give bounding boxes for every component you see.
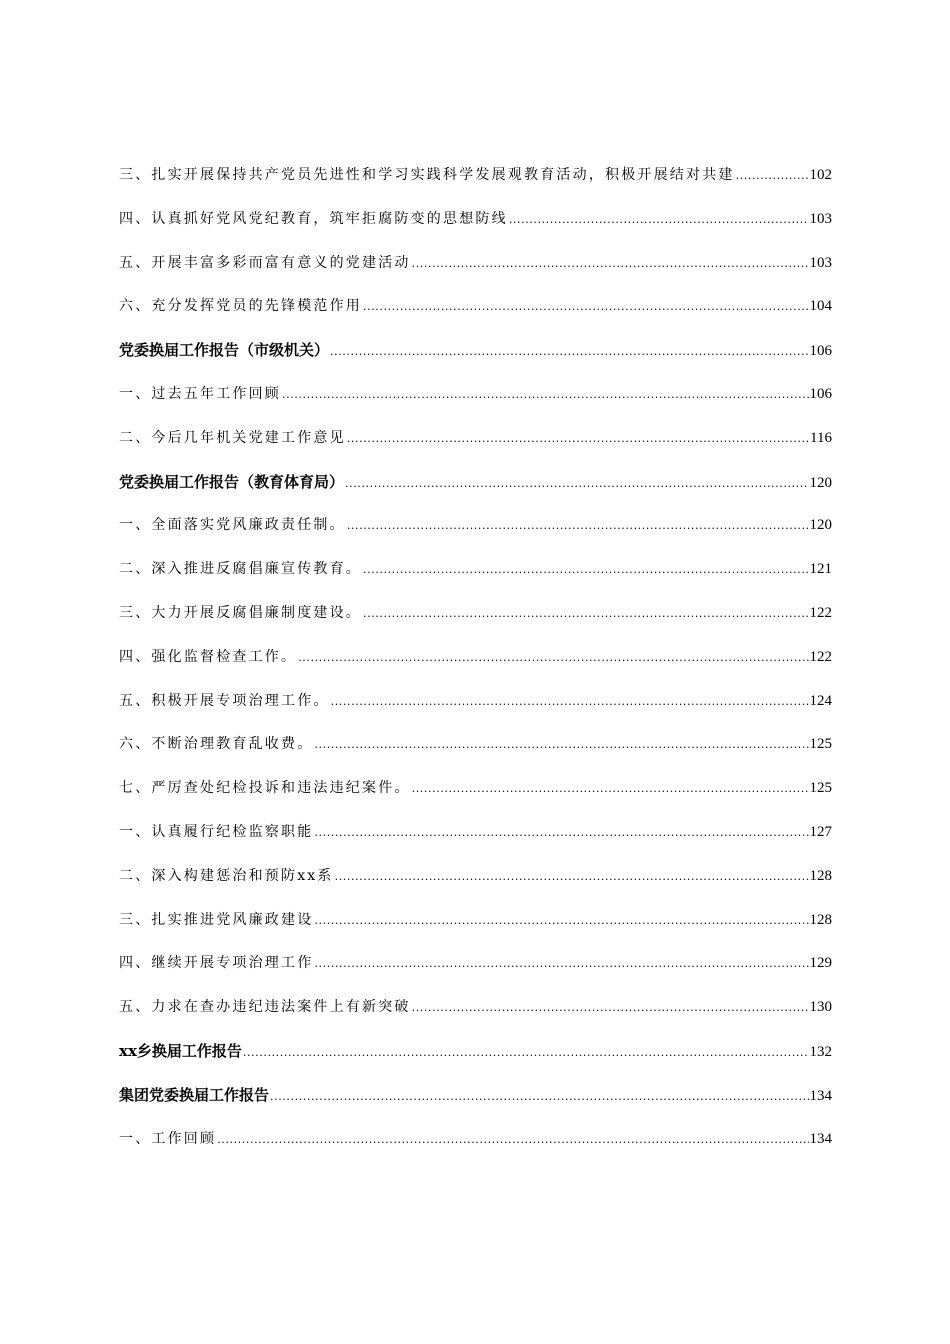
toc-section-entry[interactable] [119,992,832,1036]
table-of-contents [119,160,832,1167]
toc-page-number: 129 [809,955,832,972]
toc-dot-leader [314,818,808,848]
toc-section-entry[interactable] [119,248,832,292]
toc-chapter-entry[interactable] [119,1080,832,1124]
toc-entry-title: 四、强化监督检查工作。 [119,648,298,665]
toc-entry-title: 二、今后几年机关党建工作意见 [119,429,346,446]
toc-page-number: 103 [809,254,832,271]
toc-page-number: 121 [809,561,832,578]
toc-entry-title: 二、深入推进反腐倡廉宣传教育。 [119,561,362,578]
toc-entry-title: 三、扎实开展保持共产党员先进性和学习实践科学发展观教育活动，积极开展结对共建 [119,167,735,183]
toc-dot-leader [298,643,808,673]
toc-entry-title: 集团党委换届工作报告 [119,1085,270,1104]
toc-page-number: 125 [809,736,832,753]
toc-dot-leader [363,555,809,585]
toc-page-number: 134 [809,1130,832,1147]
toc-section-entry[interactable] [119,510,832,554]
toc-dot-leader [314,949,808,979]
toc-entry-title: 党委换届工作报告（市级机关） [119,341,330,360]
toc-entry-title: 六、不断治理教育乱收费。 [119,736,314,753]
toc-entry-title: 五、积极开展专项治理工作。 [119,692,330,709]
toc-dot-leader [736,161,809,191]
toc-section-entry[interactable] [119,729,832,773]
toc-section-entry[interactable] [119,773,832,817]
toc-section-entry[interactable] [119,861,832,905]
toc-dot-leader [314,730,808,760]
toc-section-entry[interactable] [119,291,832,335]
toc-page-number: 122 [809,648,832,665]
toc-entry-title: 三、大力开展反腐倡廉制度建设。 [119,604,362,621]
toc-page-number: 134 [809,1087,832,1104]
toc-section-entry[interactable] [119,204,832,248]
toc-entry-title: 一、全面落实党风廉政责任制。 [119,517,346,534]
toc-section-entry[interactable] [119,905,832,949]
toc-entry-title: 五、力求在查办违纪违法案件上有新突破 [119,999,411,1016]
toc-page-number: 120 [809,517,832,534]
toc-section-entry[interactable] [119,642,832,686]
toc-entry-title: 一、认真履行纪检监察职能 [119,823,314,840]
toc-page-number: 116 [810,429,832,446]
toc-entry-title: 五、开展丰富多彩而富有意义的党建活动 [119,254,411,271]
toc-dot-leader [363,599,809,629]
toc-page-number: 102 [809,167,832,183]
toc-dot-leader [282,380,809,410]
toc-dot-leader [243,1038,809,1068]
toc-entry-title: xx乡换届工作报告 [119,1041,242,1060]
toc-page-number: 124 [809,692,832,709]
toc-page-number: 130 [809,999,832,1016]
toc-page-number: 132 [809,1043,832,1060]
toc-section-entry[interactable] [119,554,832,598]
toc-dot-leader [345,469,808,499]
toc-entry-title: 二、深入构建惩治和预防xx系 [119,867,334,884]
toc-chapter-entry[interactable] [119,335,832,379]
toc-dot-leader [217,1125,808,1155]
toc-page-number: 103 [809,210,832,227]
toc-dot-leader [509,205,809,235]
toc-entry-title: 一、过去五年工作回顾 [119,385,281,402]
toc-dot-leader [330,337,808,367]
toc-page-number: 125 [809,780,832,797]
toc-page-number: 128 [809,911,832,928]
toc-dot-leader [347,424,809,454]
toc-entry-title: 六、充分发挥党员的先锋模范作用 [119,298,362,315]
toc-entry-title: 四、认真抓好党风党纪教育，筑牢拒腐防变的思想防线 [119,210,508,227]
toc-page-number: 122 [809,604,832,621]
toc-section-entry[interactable] [119,686,832,730]
toc-section-entry[interactable] [119,160,832,204]
toc-section-entry[interactable] [119,1124,832,1168]
toc-entry-title: 七、严厉查处纪检投诉和违法违纪案件。 [119,780,411,797]
toc-page-number: 128 [809,867,832,884]
toc-entry-title: 一、工作回顾 [119,1130,217,1147]
toc-dot-leader [412,774,809,804]
toc-section-entry[interactable] [119,598,832,642]
toc-page-number: 106 [809,343,832,360]
toc-dot-leader [314,906,808,936]
toc-dot-leader [331,687,809,717]
toc-dot-leader [347,511,809,541]
toc-page-number: 127 [809,823,832,840]
toc-page-number: 104 [809,298,832,315]
toc-chapter-entry[interactable] [119,467,832,511]
toc-dot-leader [363,292,809,322]
toc-page-number: 106 [809,385,832,402]
toc-dot-leader [412,249,809,279]
toc-section-entry[interactable] [119,423,832,467]
toc-entry-title: 党委换届工作报告（教育体育局） [119,472,345,491]
toc-section-entry[interactable] [119,817,832,861]
toc-chapter-entry[interactable] [119,1036,832,1080]
toc-section-entry[interactable] [119,379,832,423]
toc-page-number: 120 [809,474,832,491]
toc-dot-leader [412,993,809,1023]
toc-section-entry[interactable] [119,948,832,992]
toc-dot-leader [335,862,809,892]
toc-dot-leader [270,1082,808,1112]
toc-entry-title: 三、扎实推进党风廉政建设 [119,911,314,928]
toc-entry-title: 四、继续开展专项治理工作 [119,955,314,972]
